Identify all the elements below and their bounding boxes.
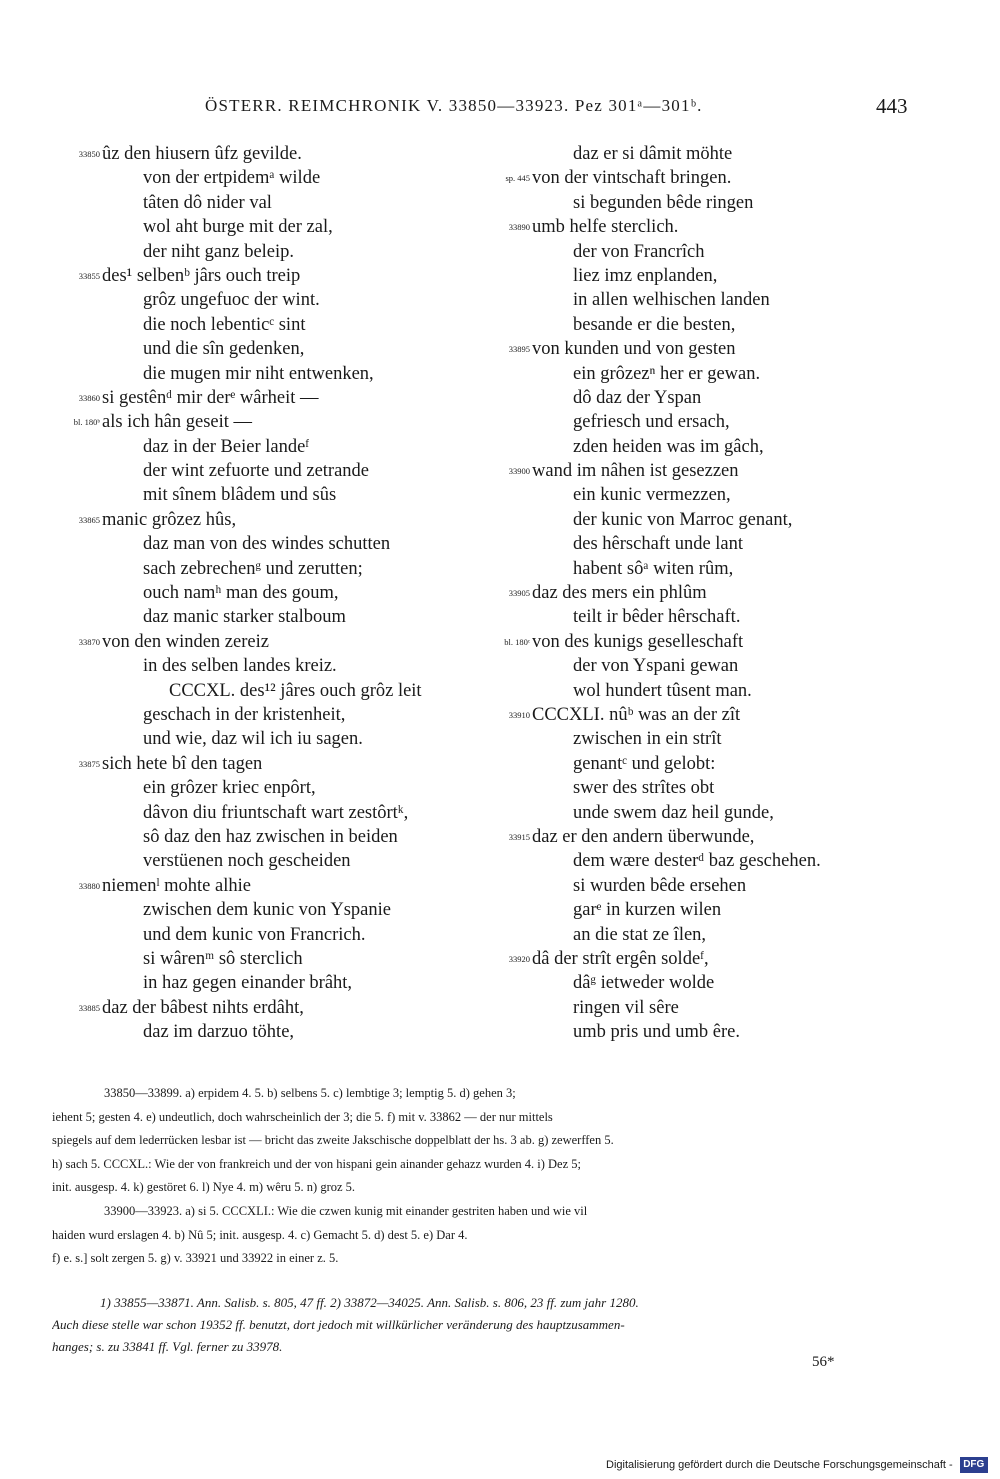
verse-text: genantᶜ und gelobt: (573, 753, 716, 774)
verse-line (482, 459, 922, 483)
verse-text: daz er si dâmit möhte (573, 144, 733, 164)
verse-line (482, 849, 922, 873)
verse-text: swer des strîtes obt (573, 778, 715, 799)
verse-column-left (52, 142, 492, 1044)
verse-text: daz er den andern überwunde, (532, 826, 755, 847)
variant-line: init. ausgesp. 4. k) gestöret 6. l) Nye 4. m) wêru 5. n) groz 5. (52, 1180, 356, 1195)
line-number: 33915 (508, 831, 530, 842)
line-number: 33920 (508, 953, 530, 964)
line-number: 33890 (508, 222, 530, 233)
verse-text: si begunden bêde ringen (573, 192, 754, 213)
verse-line (482, 654, 922, 678)
verse-line (52, 532, 492, 556)
verse-text: des hêrschaft unde lant (573, 534, 744, 555)
verse-text: von den winden zereiz (102, 631, 269, 652)
verse-line (482, 825, 922, 849)
line-number: 33855 (78, 270, 100, 281)
verse-text: und die sîn gedenken, (143, 339, 305, 360)
verse-line (52, 703, 492, 727)
verse-text: in allen welhischen landen (573, 290, 770, 311)
verse-text: zwischen dem kunic von Yspanie (143, 900, 391, 921)
variant-line: 33850—33899. a) erpidem 4. 5. b) selbens 5. c) lembtige 3; lemptig 5. d) gehen 3; (104, 1086, 516, 1100)
verse-text: daz man von des windes schutten (143, 534, 391, 555)
verse-text: der niht ganz beleip. (143, 241, 295, 262)
line-number: 33850 (78, 149, 100, 159)
verse-line (52, 971, 492, 995)
verse-text: in haz gegen einander brâht, (143, 973, 353, 994)
verse-line (482, 630, 922, 654)
line-number: 33905 (508, 588, 530, 599)
verse-line (52, 215, 492, 239)
verse-text: liez imz enplanden, (573, 265, 718, 286)
verse-text: gefriesch und ersach, (573, 412, 730, 433)
verse-line (482, 947, 922, 971)
verse-text: ein grôzer kriec enpôrt, (143, 778, 316, 799)
verse-text: manic grôzez hûs, (102, 509, 237, 530)
verse-line (52, 898, 492, 922)
verse-text: dâvon diu friuntschaft wart zestôrtᵏ, (143, 802, 409, 823)
line-number: 33875 (78, 758, 100, 769)
verse-line (52, 557, 492, 581)
verse-line (52, 849, 492, 873)
verse-text: verstüenen noch gescheiden (143, 851, 351, 872)
verse-text: daz der bâbest nihts erdâht, (102, 997, 304, 1018)
verse-text: CCCXL. des¹² jâres ouch grôz leit (169, 680, 422, 701)
verse-line (482, 435, 922, 459)
verse-text: ein grôzezⁿ her er gewan. (573, 363, 761, 384)
verse-line (482, 801, 922, 825)
verse-line (482, 337, 922, 361)
line-number: 33865 (78, 514, 100, 525)
verse-text: der wint zefuorte und zetrande (143, 461, 370, 482)
verse-line (482, 166, 922, 190)
verse-text: ûz den hiusern ûfz gevilde. (102, 144, 302, 164)
line-number: bl. 180ᵇ (73, 417, 100, 428)
verse-line (482, 386, 922, 410)
verse-line (482, 605, 922, 629)
variant-line: haiden wurd erslagen 4. b) Nû 5; init. ausgesp. 4. c) Gemacht 5. d) dest 5. e) Dar 4. (52, 1227, 468, 1242)
page-header (0, 96, 1000, 120)
verse-text: von der vintschaft bringen. (532, 168, 732, 189)
verse-text: die noch lebenticᶜ sint (143, 314, 306, 335)
verse-text: daz in der Beier landeᶠ (143, 436, 310, 457)
verse-line (482, 362, 922, 386)
verse-line (482, 703, 922, 727)
verse-line (52, 727, 492, 751)
verse-text: ein kunic vermezzen, (573, 485, 731, 506)
verse-text: an die stat ze îlen, (573, 924, 707, 945)
line-number: 33900 (508, 466, 530, 477)
line-number: 33860 (78, 392, 100, 403)
verse-text: der kunic von Marroc genant, (573, 509, 793, 530)
verse-line (482, 215, 922, 239)
verse-line (52, 288, 492, 312)
verse-line (482, 508, 922, 532)
verse-line (52, 264, 492, 288)
verse-line (52, 776, 492, 800)
verse-text: geschach in der kristenheit, (143, 704, 346, 725)
verse-line (482, 971, 922, 995)
verse-text: sich hete bî den tagen (102, 753, 263, 774)
line-number: bl. 180ᶜ (504, 636, 530, 647)
verse-line (52, 337, 492, 361)
page-number: 443 (876, 94, 908, 118)
verse-line (52, 191, 492, 215)
verse-text: als ich hân geseit — (102, 412, 253, 433)
variant-line: iehent 5; gesten 4. e) undeutlich, doch wahrscheinlich der 3; die 5. f) mit v. 33862 — der nur mittels (52, 1109, 553, 1124)
verse-text: der von Yspani gewan (573, 656, 739, 677)
verse-line (482, 313, 922, 337)
verse-line (52, 752, 492, 776)
verse-text: daz manic starker stalboum (143, 607, 346, 628)
verse-text: garᵉ in kurzen wilen (573, 900, 722, 921)
verse-text: si gestênᵈ mir derᵉ wârheit — (102, 387, 319, 408)
verse-line (52, 508, 492, 532)
verse-line (52, 435, 492, 459)
dfg-footer-text: Digitalisierung gefördert durch die Deutsche Forschungsgemeinschaft - (606, 1459, 953, 1471)
verse-text: grôz ungefuoc der wint. (143, 290, 320, 311)
verse-text: dâ der strît ergên soldeᶠ, (532, 948, 709, 969)
verse-line (52, 166, 492, 190)
verse-text: habent sôᵃ witen rûm, (573, 558, 734, 579)
verse-text: dâᵍ ietweder wolde (573, 973, 715, 994)
verse-text: daz im darzuo töhte, (143, 1022, 295, 1043)
note-line: 1) 33855—33871. Ann. Salisb. s. 805, 47 ff. 2) 33872—34025. Ann. Salisb. s. 806, 23 ff. zum jahr 1280. (100, 1295, 639, 1310)
verse-text: ouch namʰ man des goum, (143, 583, 339, 604)
verse-line (482, 557, 922, 581)
note-line: Auch diese stelle war schon 19352 ff. benutzt, dort jedoch mit willkürlicher veränderung des hauptzusammen- (52, 1317, 625, 1332)
verse-text: mit sînem blâdem und sûs (143, 485, 337, 506)
verse-text: unde swem daz heil gunde, (573, 802, 774, 823)
verse-text: CCCXLI. nûᵇ was an der zît (532, 704, 741, 725)
verse-line (52, 996, 492, 1020)
dfg-footer (606, 1455, 988, 1475)
verse-text: wol hundert tûsent man. (573, 680, 752, 701)
line-number: 33910 (508, 709, 530, 720)
variant-line: h) sach 5. CCCXL.: Wie der von frankreich und der von hispani gein ainander gehazz wurden 4. i) Dez 5; (52, 1156, 581, 1171)
variant-line: 33900—33923. a) si 5. CCCXLI.: Wie die czwen kunig mit einander gestriten haben und wie vil (104, 1203, 588, 1218)
verse-line (482, 776, 922, 800)
verse-text: wol aht burge mit der zal, (143, 217, 333, 238)
verse-line (52, 459, 492, 483)
verse-line (482, 923, 922, 947)
variant-apparatus (52, 1082, 908, 1271)
verse-line (482, 264, 922, 288)
verse-text: si wârenᵐ sô sterclich (143, 948, 303, 969)
variant-line: f) e. s.] solt zergen 5. g) v. 33921 und 33922 in einer z. 5. (52, 1251, 339, 1266)
verse-line (482, 679, 922, 703)
verse-line (52, 605, 492, 629)
verse-text: dô daz der Yspan (573, 387, 702, 408)
line-number: 33880 (78, 880, 100, 891)
verse-text: zden heiden was im gâch, (573, 436, 764, 457)
verse-line (52, 923, 492, 947)
verse-text: die mugen mir niht entwenken, (143, 363, 374, 384)
verse-text: si wurden bêde ersehen (573, 875, 747, 896)
verse-line (482, 532, 922, 556)
verse-line (482, 752, 922, 776)
line-number: 33870 (78, 636, 100, 647)
verse-line (482, 996, 922, 1020)
verse-text: daz des mers ein phlûm (532, 583, 707, 604)
verse-text: sô daz den haz zwischen in beiden (143, 826, 398, 847)
verse-line (52, 386, 492, 410)
verse-text: und dem kunic von Francrich. (143, 924, 366, 945)
verse-text: von des kunigs geselleschaft (532, 631, 744, 652)
verse-line (52, 801, 492, 825)
verse-line (482, 240, 922, 264)
verse-line (52, 410, 492, 434)
verse-text: und wie, daz wil ich iu sagen. (143, 729, 363, 750)
verse-line (482, 874, 922, 898)
verse-text: umb pris und umb êre. (573, 1022, 740, 1043)
verse-line (52, 483, 492, 507)
verse-text: sach zebrechenᵍ und zerutten; (143, 558, 363, 579)
verse-line (482, 898, 922, 922)
verse-text: dem wære desterᵈ baz geschehen. (573, 851, 821, 872)
source-notes (52, 1292, 908, 1358)
verse-line (52, 630, 492, 654)
verse-line (52, 142, 492, 166)
verse-line (482, 1020, 922, 1044)
verse-line (52, 679, 492, 703)
verse-line (482, 191, 922, 215)
verse-text: in des selben landes kreiz. (143, 656, 337, 677)
note-line: hanges; s. zu 33841 ff. Vgl. ferner zu 33978. (52, 1339, 283, 1354)
verse-line (52, 874, 492, 898)
verse-text: zwischen in ein strît (573, 729, 722, 750)
verse-line (52, 240, 492, 264)
verse-line (482, 483, 922, 507)
verse-text: umb helfe sterclich. (532, 217, 679, 238)
verse-line (52, 581, 492, 605)
verse-line (52, 825, 492, 849)
verse-text: von der ertpidemᵃ wilde (143, 168, 321, 189)
line-number: 33895 (508, 344, 530, 355)
verse-column-right (482, 142, 922, 1044)
verse-text: des¹ selbenᵇ jârs ouch treip (102, 265, 301, 286)
verse-line (52, 362, 492, 386)
verse-line (482, 410, 922, 434)
verse-text: tâten dô nider val (143, 192, 272, 213)
verse-line (52, 654, 492, 678)
verse-text: niemenˡ mohte alhie (102, 875, 251, 896)
verse-line (482, 581, 922, 605)
signature-mark: 56* (812, 1354, 835, 1370)
verse-line (52, 947, 492, 971)
verse-line (482, 142, 922, 166)
line-number: sp. 445 (505, 173, 530, 184)
verse-line (52, 313, 492, 337)
verse-line (482, 288, 922, 312)
verse-text: teilt ir bêder hêrschaft. (573, 607, 741, 628)
verse-text: von kunden und von gesten (532, 339, 736, 360)
running-head: ÖSTERR. REIMCHRONIK V. 33850—33923. Pez 301ᵃ—301ᵇ. (205, 96, 703, 115)
verse-line (52, 1020, 492, 1044)
variant-line: spiegels auf dem lederrücken lesbar ist — bricht das zweite Jakschische doppelblatt der hs. 3 ab. g) zewerffen 5. (52, 1133, 614, 1148)
verse-text: ringen vil sêre (573, 997, 679, 1018)
verse-text: der von Francrîch (573, 241, 705, 262)
verse-text: besande er die besten, (573, 314, 736, 335)
verse-line (482, 727, 922, 751)
line-number: 33885 (78, 1002, 100, 1013)
verse-text: wand im nâhen ist gesezzen (532, 461, 739, 482)
dfg-logo: DFG (960, 1457, 988, 1473)
